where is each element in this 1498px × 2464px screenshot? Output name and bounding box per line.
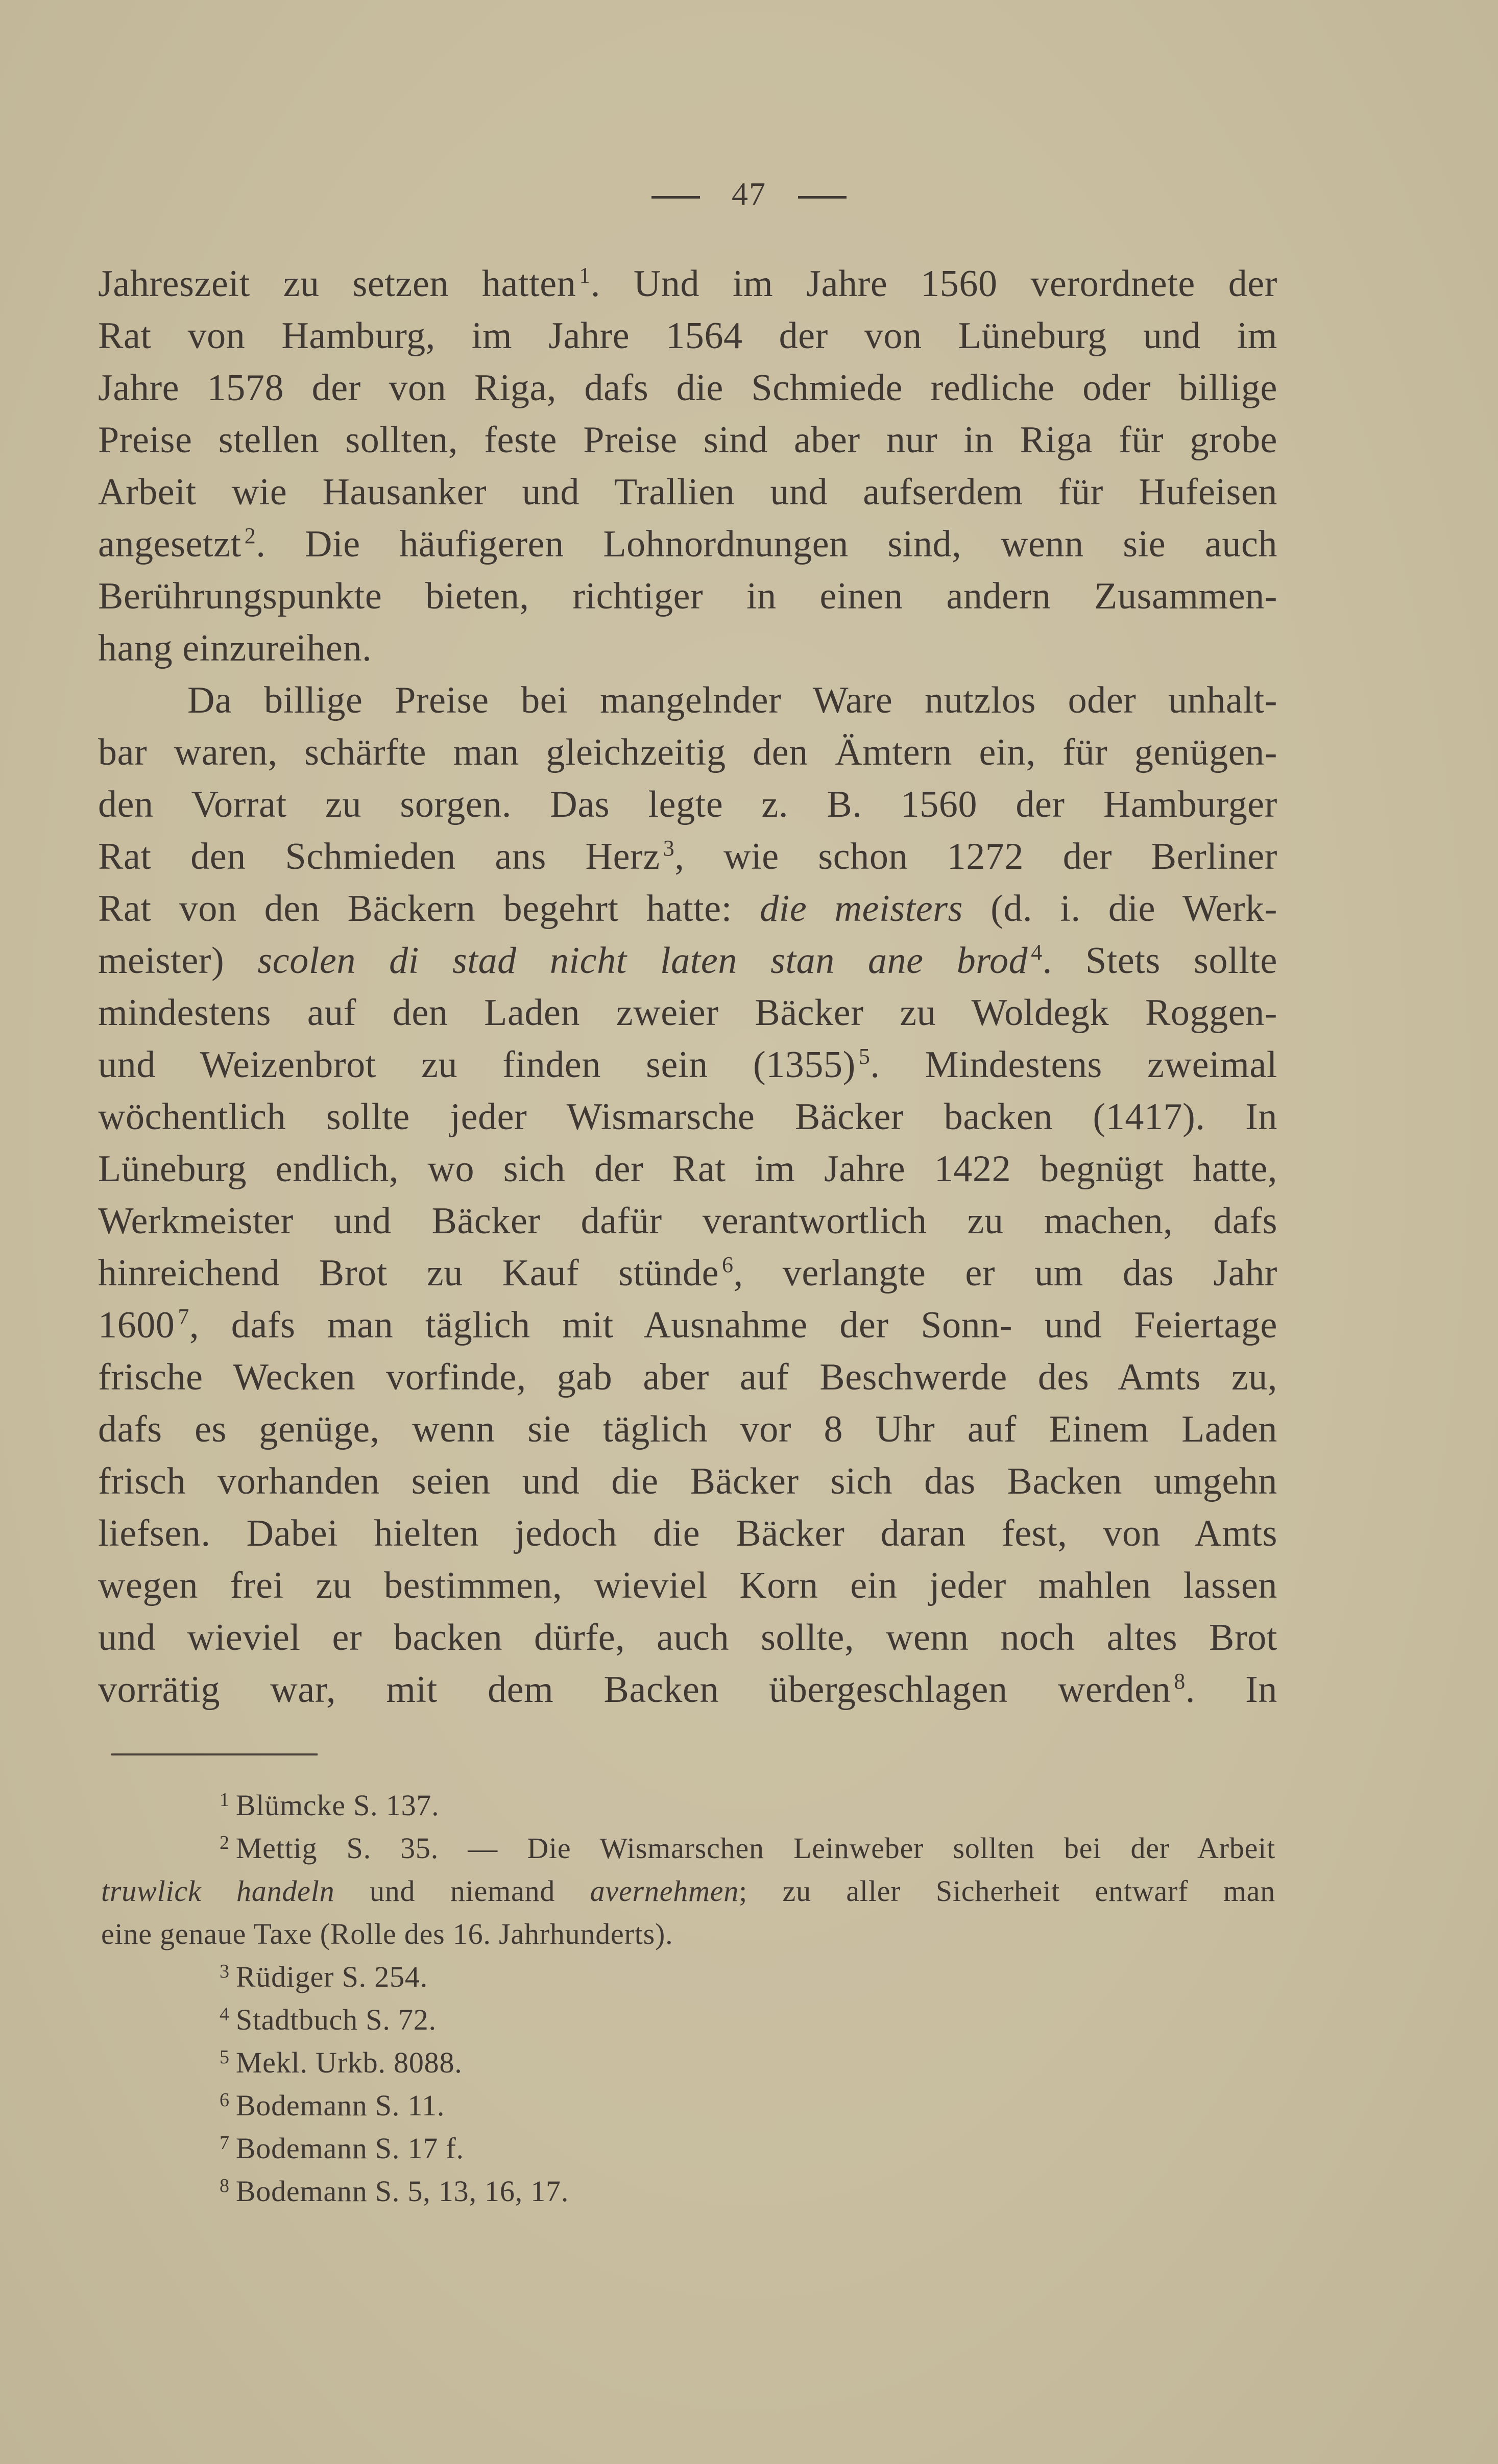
footnote-number: 3 [220, 1961, 230, 1982]
line-text: Arbeit wie Hausanker und Trallien und aufserdem für Hufeisen [98, 471, 1277, 513]
footnote-text: Blümcke S. 137. [235, 1789, 440, 1822]
text-line [98, 622, 1277, 674]
line-text: liefsen. Dabei hielten jedoch die Bäcker daran fest, von Amts [98, 1512, 1277, 1554]
footnote-text: Bodemann S. 11. [235, 2089, 445, 2122]
line-text: und Weizenbrot zu finden sein (1355) [98, 1044, 856, 1086]
text-line [98, 466, 1277, 518]
line-text: Rat von Hamburg, im Jahre 1564 der von Lüneburg und im [98, 315, 1277, 357]
quoted-italic: truwlick handeln [101, 1874, 335, 1908]
line-text: vorrätig war, mit dem Backen übergeschlagen werden [98, 1669, 1171, 1711]
line-text: 1600 [98, 1304, 175, 1346]
footnote-text: Bodemann S. 5, 13, 16, 17. [235, 2175, 569, 2208]
footnote [101, 1998, 1275, 2041]
footnote-number: 2 [220, 1832, 230, 1853]
text-line [98, 310, 1277, 362]
line-text: frische Wecken vorfinde, gab aber auf Beschwerde des Amts zu, [98, 1356, 1277, 1398]
line-text: Rat von den Bäckern begehrt hatte: [98, 888, 760, 930]
text-line [98, 362, 1277, 414]
line-text: den Vorrat zu sorgen. Das legte z. B. 1560 der Hamburger [98, 784, 1277, 825]
footnote-ref[interactable]: 7 [178, 1304, 190, 1329]
line-text: . Mindestens zweimal [870, 1044, 1278, 1086]
footnote-ref[interactable]: 6 [722, 1252, 734, 1277]
line-text: Preise stellen sollten, feste Preise sind aber nur in Riga für grobe [98, 419, 1277, 461]
line-text: frisch vorhanden seien und die Bäcker sich das Backen umgehn [98, 1460, 1277, 1502]
footnote-text: Mekl. Urkb. 8088. [235, 2046, 463, 2079]
footnotes [101, 1784, 1275, 2213]
line-text: Da billige Preise bei mangelnder Ware nutzlos oder unhalt- [187, 679, 1277, 721]
line-text: . Und im Jahre 1560 verordnete der [590, 263, 1277, 305]
quoted-italic: die meisters [760, 888, 963, 930]
text-line [98, 1091, 1277, 1143]
footnote-separator [111, 1753, 318, 1755]
header-dash-left [651, 196, 700, 199]
line-text: . Stets sollte [1042, 940, 1277, 982]
footnote-ref[interactable]: 4 [1031, 940, 1043, 965]
line-text: , verlangte er um das Jahr [733, 1252, 1277, 1294]
line-text: Berührungspunkte bieten, richtiger in einen andern Zusammen- [98, 575, 1277, 617]
text-line [98, 1455, 1277, 1507]
quoted-italic: avernehmen [590, 1874, 739, 1908]
line-text: Werkmeister und Bäcker dafür verantwortlich zu machen, dafs [98, 1200, 1277, 1242]
footnote-text: Rüdiger S. 254. [235, 1960, 428, 1993]
text-line [98, 1403, 1277, 1455]
footnote-text: und niemand [334, 1874, 590, 1908]
line-text: wöchentlich sollte jeder Wismarsche Bäcker backen (1417). In [98, 1096, 1277, 1138]
footnote-number: 5 [220, 2046, 230, 2068]
text-line [98, 1559, 1277, 1612]
text-line [98, 1143, 1277, 1195]
footnote-number: 6 [220, 2089, 230, 2111]
footnote-text: Bodemann S. 17 f. [235, 2132, 464, 2165]
line-text: . Die häufigeren Lohnordnungen sind, wenn sie auch [256, 523, 1277, 565]
footnote [101, 1827, 1275, 1870]
text-line [98, 414, 1277, 466]
footnote-ref[interactable]: 3 [663, 836, 675, 861]
line-text: Lüneburg endlich, wo sich der Rat im Jahre 1422 begnügt hatte, [98, 1148, 1277, 1190]
text-line [98, 570, 1277, 622]
footnote-continuation [101, 1913, 1275, 1956]
line-text: mindestens auf den Laden zweier Bäcker zu Woldegk Roggen- [98, 992, 1277, 1034]
footnote [101, 2084, 1275, 2127]
footnote-text: Mettig S. 35. — Die Wismarschen Leinweber sollten bei der Arbeit [235, 1832, 1275, 1865]
main-text [98, 258, 1277, 1716]
footnote-number: 7 [220, 2132, 230, 2154]
footnote [101, 1956, 1275, 1998]
text-line [98, 1195, 1277, 1247]
footnote-ref[interactable]: 8 [1174, 1669, 1186, 1694]
line-text: bar waren, schärfte man gleichzeitig den Ämtern ein, für genügen- [98, 731, 1277, 773]
text-line [98, 726, 1277, 778]
quoted-italic: scolen di stad nicht laten stan ane brod [257, 940, 1028, 982]
text-line [98, 1351, 1277, 1403]
footnote-text: eine genaue Taxe (Rolle des 16. Jahrhunderts). [101, 1917, 673, 1950]
text-line [98, 778, 1277, 831]
footnote-number: 4 [220, 2004, 230, 2025]
footnote [101, 1784, 1275, 1827]
line-text: Jahre 1578 der von Riga, dafs die Schmiede redliche oder billige [98, 367, 1277, 409]
line-text: wegen frei zu bestimmen, wieviel Korn ein jeder mahlen lassen [98, 1565, 1277, 1606]
footnote-ref[interactable]: 2 [244, 523, 256, 548]
line-text: (d. i. die Werk- [963, 888, 1277, 930]
footnote-text: Stadtbuch S. 72. [235, 2003, 437, 2036]
line-text: meister) [98, 940, 258, 982]
text-line [98, 1299, 1277, 1351]
line-text: hinreichend Brot zu Kauf stünde [98, 1252, 719, 1294]
footnote [101, 2041, 1275, 2084]
text-line [98, 518, 1277, 570]
line-text: hang einzureihen. [98, 627, 372, 669]
footnote-number: 8 [220, 2175, 230, 2197]
line-text: . In [1185, 1669, 1277, 1711]
text-line [98, 1664, 1277, 1716]
line-text: angesetzt [98, 523, 241, 565]
text-line [98, 1039, 1277, 1091]
text-line [98, 883, 1277, 935]
line-text: dafs es genüge, wenn sie täglich vor 8 Uhr auf Einem Laden [98, 1408, 1277, 1450]
footnote-number: 1 [220, 1789, 230, 1811]
text-line [98, 258, 1277, 310]
paragraph-start-line [98, 674, 1277, 726]
line-text: und wieviel er backen dürfe, auch sollte, wenn noch altes Brot [98, 1617, 1277, 1658]
footnote-ref[interactable]: 5 [858, 1044, 871, 1069]
footnote-ref[interactable]: 1 [579, 263, 591, 288]
page-header [0, 178, 1498, 210]
line-text: Jahreszeit zu setzen hatten [98, 263, 576, 305]
line-text: , wie schon 1272 der Berliner [674, 836, 1278, 877]
text-line [98, 831, 1277, 883]
footnote-continuation [101, 1870, 1275, 1913]
page-number: 47 [732, 176, 766, 212]
footnote [101, 2127, 1275, 2170]
line-text: Rat den Schmieden ans Herz [98, 836, 660, 877]
text-line [98, 1507, 1277, 1559]
footnote-text: ; zu aller Sicherheit entwarf man [739, 1874, 1276, 1908]
line-text: , dafs man täglich mit Ausnahme der Sonn- und Feiertage [189, 1304, 1277, 1346]
text-line [98, 987, 1277, 1039]
text-line [98, 1612, 1277, 1664]
text-line [98, 1247, 1277, 1299]
footnote [101, 2170, 1275, 2213]
text-line [98, 935, 1277, 987]
header-dash-right [798, 196, 847, 199]
